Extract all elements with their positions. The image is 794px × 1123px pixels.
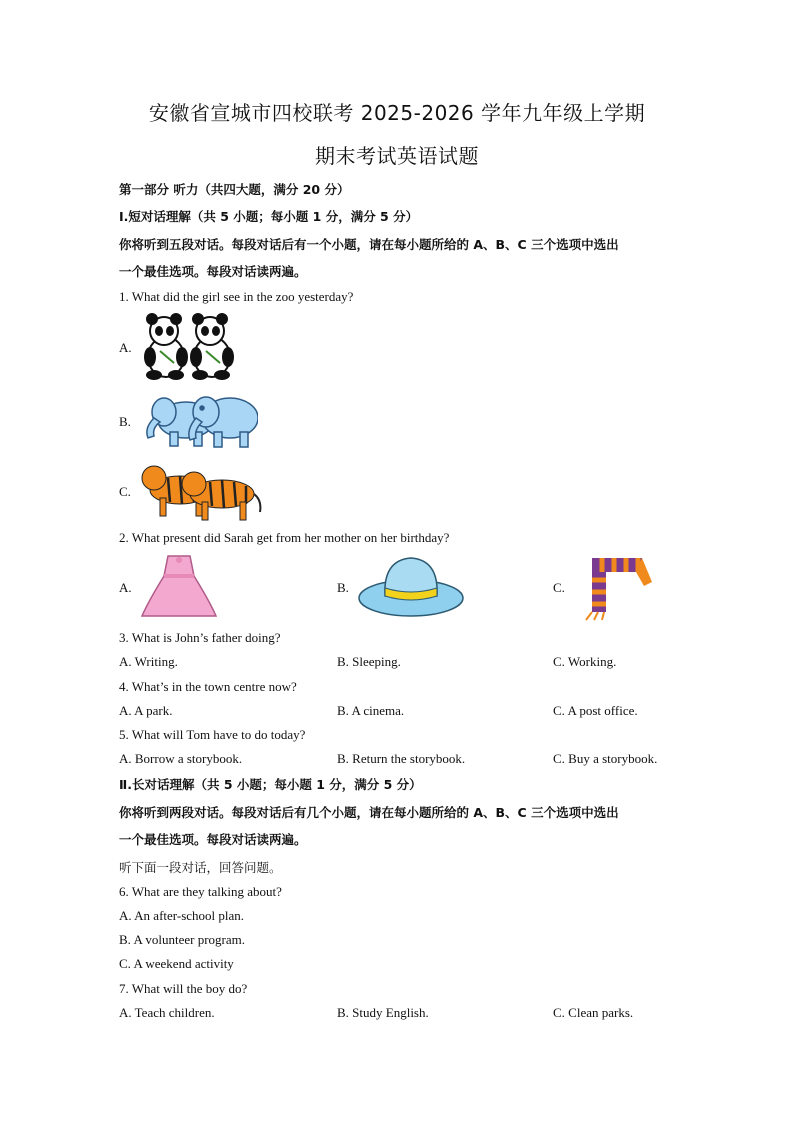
q1-option-b-label: B. [119, 414, 131, 429]
dress-icon [140, 552, 218, 620]
q4-option-b: B. A cinema. [337, 703, 405, 718]
q4-option-c: C. A post office. [553, 703, 638, 718]
section2-instruction-1: 你将听到两段对话。每段对话后有几个小题，请在每小题所给的 A、B、C 三个选项中选出 [119, 805, 619, 820]
q2-option-a-label: A. [119, 580, 132, 595]
title-line-1: 安徽省宣城市四校联考 2025-2026 学年九年级上学期 [148, 101, 646, 125]
q7-option-c: C. Clean parks. [553, 1005, 634, 1020]
q7-option-b: B. Study English. [337, 1005, 429, 1020]
q1-option-c-label: C. [119, 484, 131, 499]
panda-icon [140, 313, 240, 381]
q3-option-a: A. Writing. [119, 654, 178, 669]
q1-option-a-label: A. [119, 340, 132, 355]
q2-option-b-label: B. [337, 580, 349, 595]
section1-instruction-2: 一个最佳选项。每段对话读两遍。 [119, 264, 307, 279]
question-5: 5. What will Tom have to do today? [119, 727, 306, 742]
q5-option-b: B. Return the storybook. [337, 751, 466, 766]
q5-option-a: A. Borrow a storybook. [119, 751, 243, 766]
section2-heading: Ⅱ.长对话理解（共 5 小题；每小题 1 分，满分 5 分） [119, 777, 422, 792]
question-4: 4. What’s in the town centre now? [119, 679, 297, 694]
hat-icon [357, 552, 465, 620]
section2-subheading: 听下面一段对话，回答问题。 [119, 860, 282, 875]
question-1: 1. What did the girl see in the zoo yesterday? [119, 289, 354, 304]
q6-option-a: A. An after-school plan. [119, 908, 245, 923]
q6-option-b: B. A volunteer program. [119, 932, 246, 947]
q2-option-c-label: C. [553, 580, 565, 595]
tiger-icon [140, 460, 262, 522]
q3-option-b: B. Sleeping. [337, 654, 401, 669]
q6-option-c: C. A weekend activity [119, 956, 234, 971]
q3-option-c: C. Working. [553, 654, 617, 669]
section1-heading: Ⅰ.短对话理解（共 5 小题；每小题 1 分，满分 5 分） [119, 209, 419, 224]
question-7: 7. What will the boy do? [119, 981, 248, 996]
q5-option-c: C. Buy a storybook. [553, 751, 658, 766]
elephant-icon [140, 388, 258, 450]
scarf-icon [572, 552, 660, 622]
title-line-2: 期末考试英语试题 [315, 144, 479, 168]
q4-option-a: A. A park. [119, 703, 173, 718]
question-6: 6. What are they talking about? [119, 884, 282, 899]
part1-heading: 第一部分 听力（共四大题，满分 20 分） [119, 182, 350, 197]
section1-instruction-1: 你将听到五段对话。每段对话后有一个小题，请在每小题所给的 A、B、C 三个选项中选出 [119, 237, 619, 252]
section2-instruction-2: 一个最佳选项。每段对话读两遍。 [119, 832, 307, 847]
q7-option-a: A. Teach children. [119, 1005, 215, 1020]
question-2: 2. What present did Sarah get from her mother on her birthday? [119, 530, 450, 545]
question-3: 3. What is John’s father doing? [119, 630, 281, 645]
